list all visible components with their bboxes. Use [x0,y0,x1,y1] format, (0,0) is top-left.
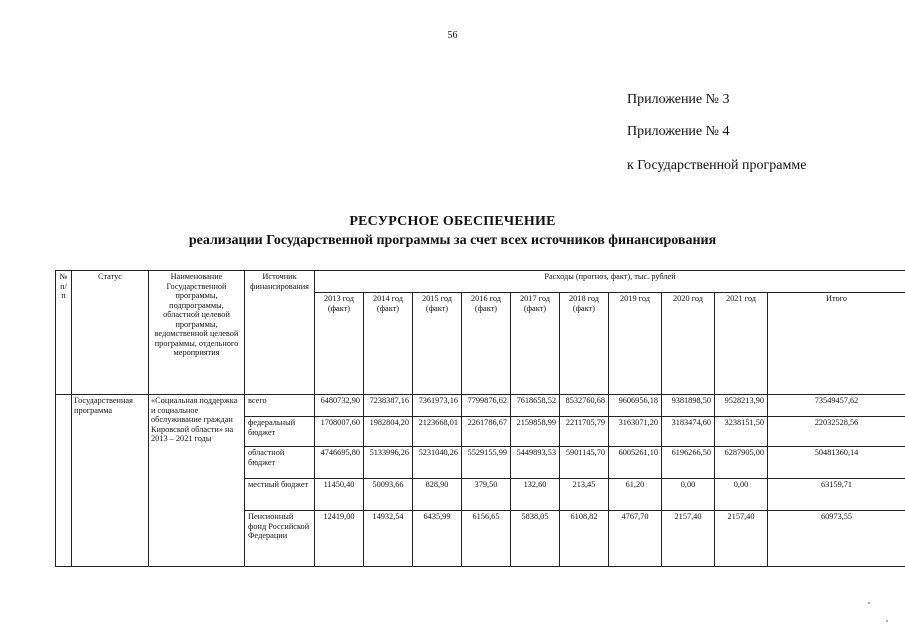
header-year: 2017 год (факт) [511,293,560,395]
value-cell: 11450,40 [315,479,364,511]
total-cell: 50481360,14 [768,447,905,479]
value-cell: 9528213,90 [715,395,768,417]
value-cell: 2123668,01 [413,417,462,447]
value-cell: 2157,40 [715,511,768,567]
value-cell: 6005261,10 [609,447,662,479]
program-name: «Социальная поддержка и социальное обслуживание граждан Кировской области» на 2013 – 2021 годы [149,395,245,567]
page-number: 56 [447,30,458,41]
value-cell: 9606956,18 [609,395,662,417]
source-cell: местный бюджет [245,479,315,511]
header-year: 2019 год [609,293,662,395]
source-cell: федеральный бюджет [245,417,315,447]
total-cell: 63159,71 [768,479,905,511]
source-cell: областной бюджет [245,447,315,479]
header-year: 2020 год [662,293,715,395]
value-cell: 61,20 [609,479,662,511]
value-cell: 0,00 [715,479,768,511]
value-cell: 4746695,80 [315,447,364,479]
value-cell: 7799876,62 [462,395,511,417]
header-year: 2014 год (факт) [364,293,413,395]
value-cell: 1708007,60 [315,417,364,447]
header-year: 2015 год (факт) [413,293,462,395]
scan-speck [886,620,888,622]
value-cell: 5133996,26 [364,447,413,479]
header-year: 2018 год (факт) [560,293,609,395]
value-cell: 2159858,99 [511,417,560,447]
value-cell: 6196266,50 [662,447,715,479]
value-cell: 7238387,16 [364,395,413,417]
value-cell: 0,00 [662,479,715,511]
header-total: Итого [768,293,905,395]
appendix-line-1: Приложение № 3 [627,92,730,107]
value-cell: 1982804,20 [364,417,413,447]
value-cell: 828,90 [413,479,462,511]
value-cell: 6480732,90 [315,395,364,417]
document-subtitle: реализации Государственной программы за счет всех источников финансирования [188,233,717,248]
value-cell: 6287905,00 [715,447,768,479]
document-title: РЕСУРСНОЕ ОБЕСПЕЧЕНИЕ [349,214,556,229]
value-cell: 3163071,20 [609,417,662,447]
header-year: 2021 год [715,293,768,395]
scan-speck [868,602,870,604]
header-row-top [56,271,905,293]
total-cell: 73549457,62 [768,395,905,417]
value-cell: 213,45 [560,479,609,511]
value-cell: 5901145,70 [560,447,609,479]
value-cell: 3238151,50 [715,417,768,447]
source-cell: Пенсионный фонд Российской Федерации [245,511,315,567]
value-cell: 5231040,26 [413,447,462,479]
value-cell: 6108,82 [560,511,609,567]
header-year: 2016 год (факт) [462,293,511,395]
table-row [56,395,905,417]
value-cell: 6156,65 [462,511,511,567]
header-year: 2013 год (факт) [315,293,364,395]
program-status: Государственная программа [72,395,149,567]
row-num [56,395,72,567]
value-cell: 2261786,67 [462,417,511,447]
value-cell: 5838,05 [511,511,560,567]
value-cell: 379,50 [462,479,511,511]
value-cell: 132,60 [511,479,560,511]
value-cell: 5449893,53 [511,447,560,479]
value-cell: 9381898,50 [662,395,715,417]
value-cell: 7361973,16 [413,395,462,417]
value-cell: 3183474,60 [662,417,715,447]
source-cell: всего [245,395,315,417]
total-cell: 22032528,56 [768,417,905,447]
value-cell: 2157,40 [662,511,715,567]
resource-table [55,270,905,567]
appendix-line-2: Приложение № 4 [627,124,730,139]
value-cell: 5529155,99 [462,447,511,479]
value-cell: 2211705,79 [560,417,609,447]
total-cell: 60973,55 [768,511,905,567]
value-cell: 12419,00 [315,511,364,567]
appendix-line-3: к Государственной программе [627,158,807,173]
header-num: № п/п [56,271,72,395]
value-cell: 50093,66 [364,479,413,511]
header-expenses: Расходы (прогноз, факт), тыс. рублей [315,271,905,293]
value-cell: 6435,99 [413,511,462,567]
value-cell: 8532760,68 [560,395,609,417]
header-source: Источник финансирования [245,271,315,395]
value-cell: 4767,70 [609,511,662,567]
value-cell: 7618658,52 [511,395,560,417]
value-cell: 14932,54 [364,511,413,567]
header-status: Статус [72,271,149,395]
header-name: Наименование Государственной программы, подпрограммы, областной целевой программы, ведомственной целевой программы, отдельного мероприятия [149,271,245,395]
